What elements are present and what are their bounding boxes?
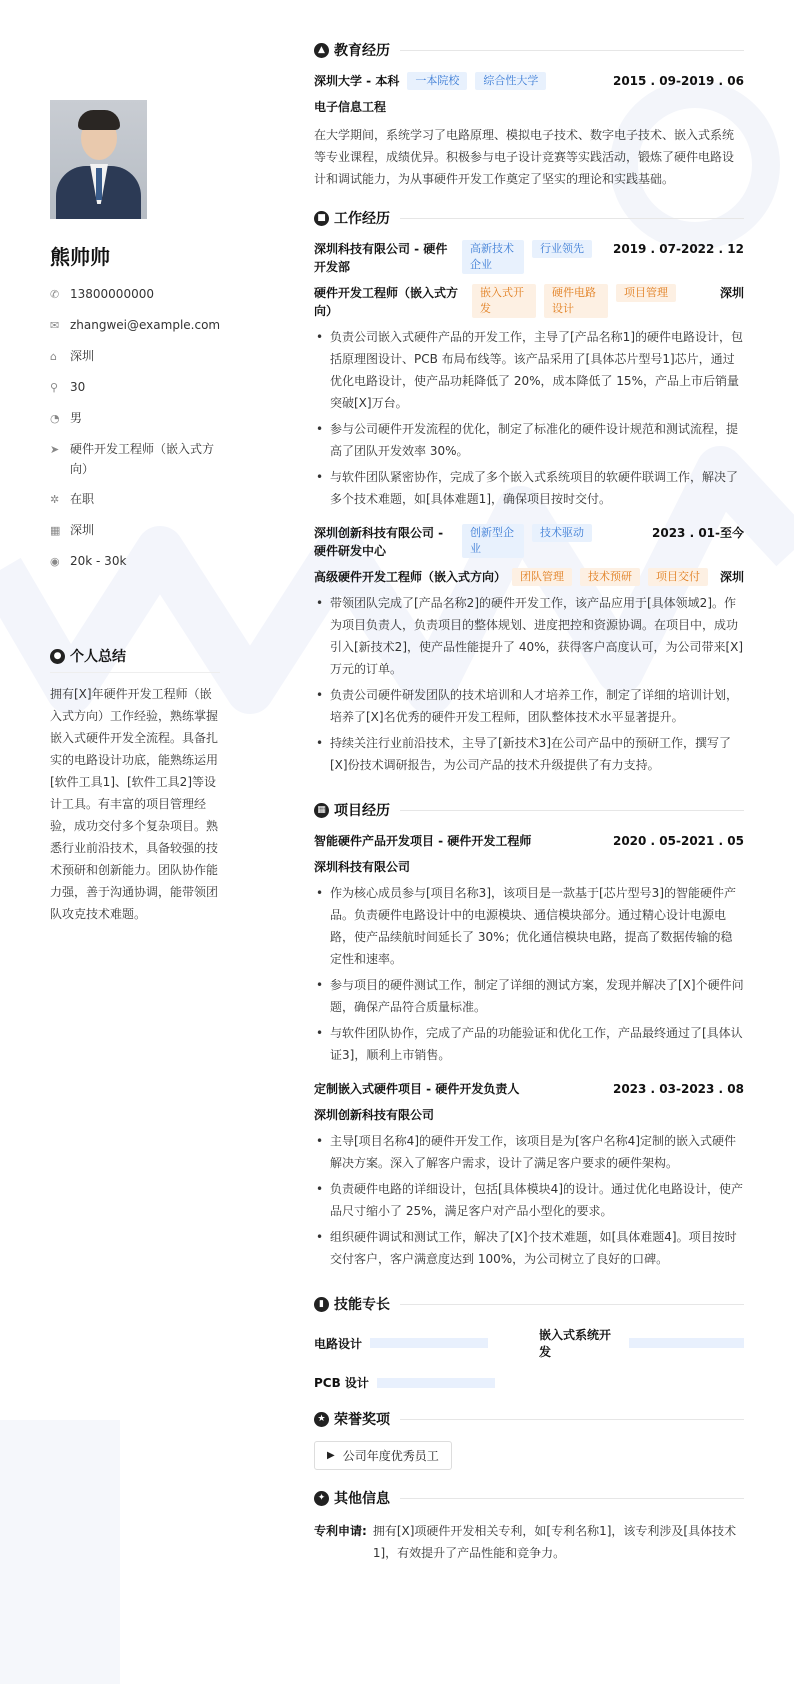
school-tag: 一本院校 [407,72,467,90]
graduation-cap-icon: ▲ [314,43,329,58]
education-title: 教育经历 [334,43,390,59]
education-date: 2015 . 09-2019 . 06 [612,74,744,88]
award-item [314,1441,452,1470]
contact-text: 男 [70,411,83,425]
bullet-item: • 与软件团队协作，完成了产品的功能验证和优化工作，产品最终通过了[具体认证3]，顺利上市销售。 [314,1022,744,1066]
briefcase-icon: ■ [314,211,329,226]
skill-bar-fill [629,1338,744,1348]
job-position: 高级硬件开发工程师（嵌入式方向） [314,570,507,584]
skill-item [314,1326,519,1360]
project-bullets [314,882,744,1066]
other-title: 其他信息 [334,1491,390,1507]
project-company: 深圳创新科技有限公司 [314,1108,435,1122]
job-city: 深圳 [719,286,744,300]
skill-bar [377,1378,495,1388]
gender-icon: ◔ [50,412,60,425]
school-name: 深圳大学 - 本科 [314,74,400,88]
position-tag: 技术预研 [580,568,640,586]
grid-icon: ▦ [314,803,329,818]
summary-heading [50,646,220,673]
award-icon: ★ [314,1412,329,1427]
bullet-item: • 负责公司嵌入式硬件产品的开发工作，主导了[产品名称1]的硬件电路设计，包括原理图设计、PCB 布局布线等。该产品采用了[具体芯片型号1]芯片，通过优化电路设计，使产品功耗降低了 20%，成本降低了 15%，产品上市后销量突破[X]万台。 [314,326,744,414]
bullet-item: • 持续关注行业前沿技术，主导了[新技术3]在公司产品中的预研工作，撰写了[X]份技术调研报告，为公司产品的技术升级提供了有力支持。 [314,732,744,776]
mail-icon: ✉ [50,319,60,332]
home-icon: ⌂ [50,350,57,363]
skill-bar [370,1338,488,1348]
info-icon: ✦ [314,1491,329,1506]
job-date: 2023 . 01-至今 [652,526,744,540]
skill-bar-fill [370,1338,488,1348]
contact-text: 在职 [70,492,95,506]
project-date: 2020 . 05-2021 . 05 [612,834,744,848]
contact-info-list [50,284,220,572]
bullet-item: • 负责硬件电路的详细设计，包括[具体模块4]的设计。通过优化电路设计，使产品尺寸缩小了 25%，满足客户对产品小型化的要求。 [314,1178,744,1222]
work-list [314,240,744,790]
spacer [314,780,744,790]
skill-bar [629,1338,744,1348]
bullet-item: • 组织硬件调试和测试工作，解决了[X]个技术难题，如[具体难题4]。项目按时交付客户，客户满意度达到 100%，为公司树立了良好的口碑。 [314,1226,744,1270]
project-head [314,832,744,850]
bar-chart-icon: ▮ [314,1297,329,1312]
spacer [314,1274,744,1284]
profile-sidebar [50,100,220,925]
patent-label: 专利申请: [314,1524,367,1538]
project-name: 定制嵌入式硬件项目 - 硬件开发负责人 [314,1082,520,1096]
bg-block-decoration [0,1420,120,1684]
company-tag: 行业领先 [532,240,592,258]
skill-name: PCB 设计 [314,1376,369,1390]
contact-row [50,520,220,541]
position-tag: 团队管理 [512,568,572,586]
awards-title: 荣誉奖项 [334,1412,390,1428]
job-bullets [314,592,744,776]
projects-title: 项目经历 [334,803,390,819]
job-city: 深圳 [719,570,744,584]
bullet-item: • 负责公司硬件研发团队的技术培训和人才培养工作，制定了详细的培训计划，培养了[X]名优秀的硬件开发工程师，团队整体技术水平显著提升。 [314,684,744,728]
project-date: 2023 . 03-2023 . 08 [612,1082,744,1096]
job-position: 硬件开发工程师（嵌入式方向） [314,286,459,318]
project-bullets [314,1130,744,1270]
contact-row [50,346,220,367]
contact-text: zhangwei@example.com [70,318,221,332]
skills-title: 技能专长 [334,1297,390,1313]
awards-heading [314,1409,744,1429]
salary-icon: ◉ [50,555,60,568]
education-description: 在大学期间，系统学习了电路原理、模拟电子技术、数字电子技术、嵌入式系统等专业课程，成绩优异。积极参与电子设计竞赛等实践活动，锻炼了硬件电路设计和调试能力，为从事硬件开发工作奠定了坚实的理论和实践基础。 [314,128,735,186]
bullet-item: • 作为核心成员参与[项目名称3]，该项目是一款基于[芯片型号3]的智能硬件产品。负责硬件电路设计中的电源模块、通信模块部分。通过精心设计电源电路，使产品续航时间延长了 30%；优化通信模块电路，提高了数据传输的稳定性和速率。 [314,882,744,970]
skill-item [539,1326,744,1360]
skill-list [314,1326,744,1391]
skill-item [314,1374,519,1391]
contact-row [50,408,220,429]
company-name: 深圳创新科技有限公司 - 硬件研发中心 [314,526,444,558]
education-heading [314,40,744,60]
award-label: 公司年度优秀员工 [342,1449,439,1463]
job-head [314,240,744,276]
send-icon: ➤ [50,443,60,456]
position-tag: 项目管理 [616,284,676,302]
education-major: 电子信息工程 [314,100,387,114]
job-position-row [314,568,744,586]
spacer [314,514,744,524]
project-head [314,1080,744,1098]
status-icon: ✲ [50,493,60,506]
building-icon: ▦ [50,524,61,537]
contact-text: 30 [70,380,86,394]
contact-text: 13800000000 [70,287,154,301]
user-icon: ● [50,649,65,664]
phone-icon: ✆ [50,288,60,301]
bullet-item: • 与软件团队紧密协作，完成了多个嵌入式系统项目的软硬件联调工作，解决了多个技术难题，如[具体难题1]，确保项目按时交付。 [314,466,744,510]
project-company: 深圳科技有限公司 [314,860,411,874]
resume-main [314,40,744,1564]
profile-name: 熊帅帅 [50,245,110,269]
skills-heading [314,1294,744,1314]
bullet-item: • 参与公司硬件开发流程的优化，制定了标准化的硬件设计规范和测试流程，提高了团队开发效率 30%。 [314,418,744,462]
project-list [314,832,744,1284]
avatar [50,100,147,219]
school-tag: 综合性大学 [475,72,546,90]
project-name: 智能硬件产品开发项目 - 硬件开发工程师 [314,834,532,848]
position-tag: 项目交付 [648,568,708,586]
contact-row [50,439,220,479]
contact-row [50,551,220,572]
position-tag: 硬件电路设计 [544,284,608,318]
job-position-row [314,284,744,320]
contact-text: 深圳 [70,523,95,537]
contact-row [50,377,220,398]
company-tag: 高新技术企业 [462,240,524,274]
patent-row [314,1520,744,1564]
summary-title: 个人总结 [70,649,126,665]
contact-row [50,315,220,336]
other-heading [314,1488,744,1508]
patent-text: 拥有[X]项硬件开发相关专利，如[专利名称1]，该专利涉及[具体技术1]，有效提升了产品性能和竞争力。 [372,1524,737,1560]
bullet-item: • 带领团队完成了[产品名称2]的硬件开发工作，该产品应用于[具体领域2]。作为项目负责人，负责项目的整体规划、进度把控和资源协调。在项目中，成功引入[新技术2]，使产品性能提升了 40%，获得客户高度认可，为公司带来[X]万元的订单。 [314,592,744,680]
contact-row [50,284,220,305]
contact-row [50,489,220,510]
bullet-item: • 参与项目的硬件测试工作，制定了详细的测试方案，发现并解决了[X]个硬件问题，确保产品符合质量标准。 [314,974,744,1018]
education-entry-head [314,72,744,90]
work-heading [314,208,744,228]
job-date: 2019 . 07-2022 . 12 [612,242,744,256]
skill-bar-fill [377,1378,495,1388]
company-tag: 创新型企业 [462,524,524,558]
position-tag: 嵌入式开发 [472,284,536,318]
company-tag: 技术驱动 [532,524,592,542]
play-icon: ▶ [327,1450,335,1461]
summary-text: 拥有[X]年硬件开发工程师（嵌入式方向）工作经验，熟练掌握嵌入式硬件开发全流程。具备扎实的电路设计功底，能熟练运用[软件工具1]、[软件工具2]等设计工具。有丰富的项目管理经验，成功交付多个复杂项目。熟悉行业前沿技术，具备较强的技术预研和创新能力。团队协作能力强，善于沟通协调，能带领团队攻克技术难题。 [50,687,219,921]
job-head [314,524,744,560]
contact-text: 深圳 [70,349,95,363]
spacer [314,1070,744,1080]
work-title: 工作经历 [334,211,390,227]
bullet-item: • 主导[项目名称4]的硬件开发工作，该项目是为[客户名称4]定制的嵌入式硬件解决方案。深入了解客户需求，设计了满足客户要求的硬件架构。 [314,1130,744,1174]
job-bullets [314,326,744,510]
projects-heading [314,800,744,820]
company-name: 深圳科技有限公司 - 硬件开发部 [314,242,448,274]
skill-name: 嵌入式系统开发 [539,1328,612,1359]
contact-text: 硬件开发工程师（嵌入式方向） [70,442,215,476]
age-icon: ⚲ [50,381,59,394]
contact-text: 20k - 30k [70,554,127,568]
skill-name: 电路设计 [314,1336,363,1351]
